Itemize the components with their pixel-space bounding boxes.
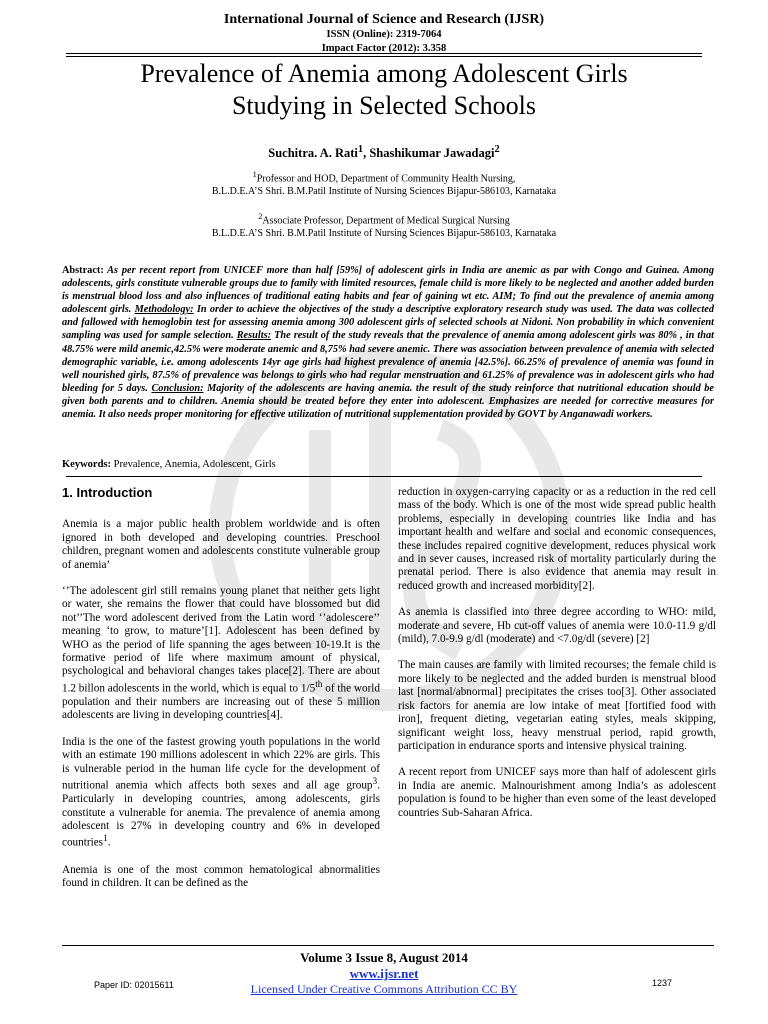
- left-column: [62, 486, 380, 903]
- journal-site-link[interactable]: www.ijsr.net: [349, 966, 419, 981]
- issn: ISSN (Online): 2319-7064: [326, 29, 442, 40]
- author-2: Shashikumar Jawadagi: [369, 146, 495, 161]
- text: . Particularly in developing countries, among adolescents, girls constitute a vulnerable for anemia. The prevalence of anemia among adolescent is 27% in developing country and 6% in developed countries: [62, 779, 380, 850]
- author-1-sup: 1: [357, 144, 364, 155]
- volume-issue: Volume 3 Issue 8, August 2014: [300, 950, 468, 965]
- superscript: 3: [372, 777, 378, 788]
- abstract: [62, 264, 714, 421]
- paragraph: A recent report from UNICEF says more than half of adolescent girls in India are anemic. Malnourishment among India’s as adolescent population is found to be higher than even some of the least developed countries Sub-Saharan Africa.: [398, 766, 716, 819]
- abstract-label: Abstract:: [62, 265, 104, 276]
- paragraph: Anemia is one of the most common hematological abnormalities found in children. It can be defined as the: [62, 863, 380, 889]
- text: of the world population and their numbers are increasing out of these 5 million adolescents are living in developing countries[4].: [62, 682, 381, 722]
- paragraph: Anemia is a major public health problem worldwide and is often ignored in both developed and developing countries. Preschool children, pregnant women and adolescents constitute vulnerable group of anemia’: [62, 518, 380, 571]
- license-link[interactable]: Licensed Under Creative Commons Attribution CC BY: [250, 982, 518, 996]
- paragraph: As anemia is classified into three degree according to WHO: mild, moderate and severe, Hb cut-off values of anemia were 10.0-11.9 g/dl (mild), 7.0-9.9 g/dl (moderate) and <7.0g/dl (severe) [2]: [398, 606, 716, 646]
- author-sep: ,: [363, 146, 370, 161]
- keywords-label: Keywords:: [62, 459, 111, 470]
- paragraph: reduction in oxygen-carrying capacity or as a reduction in the red cell mass of the body. Which is one of the most wide spread public health problems, especially in developing countries like India and has important health and welfare and social and economic consequences, these includes repaired cognitive development, reduces physical work and in sever causes, increased risk of mortality particularly during the prenatal period. There is also evidence that anemia may result in reduced growth and increased morbidity[2].: [398, 486, 716, 592]
- page-number: 1237: [652, 978, 673, 988]
- impact-factor: Impact Factor (2012): 3.358: [321, 43, 447, 54]
- title-line-2: Studying in Selected Schools: [231, 91, 537, 120]
- affiliation-2: [60, 210, 708, 240]
- paragraph: The main causes are family with limited recourses; the female child is more likely to be neglected and the added burden is menstrual blood last [normal/abnormal] precipitates the crises too[3]. Other associated risk factors for anemia are low intake of meat [fortified food with iron], frequent dieting, vegetarian eating styles, meals skipping, significant weight loss, heavy menstrual period, rapid growth, participation in endurance sports and intensive physical training.: [398, 659, 716, 752]
- aff-1-line-2: B.L.D.E.A’S Shri. B.M.Patil Institute of Nursing Sciences Bijapur-586103, Karnataka: [211, 186, 557, 198]
- paragraph: [62, 585, 380, 723]
- superscript: th: [315, 679, 323, 690]
- header-rule-2: [66, 56, 702, 57]
- text: India is the one of the fastest growing youth populations in the world with an estimate 190 millions adolescent in which 22% are girls. This is vulnerable period in the human life cycle for the development of nutritional anemia which affects both sexes and all age group: [62, 735, 380, 792]
- abstract-part-2: In order to achieve the objectives of the study a descriptive exploratory research study was used. The data was collected and fallowed with hemoglobin test for assessing anemia among 300 adolescent girls of selected schools at Nidoni. Non probability in which convenient sampling was used for sample selection.: [62, 304, 714, 342]
- text: .: [107, 837, 111, 850]
- abstract-part-1: As per recent report from UNICEF more than half [59%] of adolescent girls in India are anemic as par with Congo and Guinea. Among adolescents, girls constitute vulnerable groups due to family with limited resources, female child is more likely to be neglected and another added burden is menstrual blood loss and also influences of traditional eating habits and fear of gaining wt etc. AIM; To find out the prevalence of anemia among adolescent girls.: [62, 265, 714, 316]
- author-2-sup: 2: [494, 144, 500, 155]
- abstract-part-4: Majority of the adolescents are having anemia. the result of the study reinforce that nutritional education should be given both parents and to children. Anemia should be treated before they enter into adolescent. Emphasizes are needed for corrective measures for anemia. It also needs proper monitoring for effective utilization of nutritional supplementation provided by GOVT by Anganawadi workers.: [62, 382, 715, 421]
- keywords-text: Prevalence, Anemia, Adolescent, Girls: [111, 459, 276, 470]
- paragraph: [62, 736, 380, 851]
- affiliation-1: [60, 168, 708, 198]
- journal-header: [0, 0, 768, 56]
- aff-1-line-1: Professor and HOD, Department of Community Health Nursing,: [256, 173, 516, 185]
- aff-2-line-2: B.L.D.E.A’S Shri. B.M.Patil Institute of Nursing Sciences Bijapur-586103, Karnataka: [211, 228, 557, 240]
- paper-id: Paper ID: 02015611: [94, 980, 174, 990]
- section-heading: 1. Introduction: [62, 485, 153, 500]
- author-list: [60, 144, 708, 161]
- keywords: [62, 459, 714, 470]
- conclusion-label: Conclusion:: [151, 382, 204, 394]
- text: ‘’The adolescent girl still remains young planet that neither gets light or water, she remains the flower that could have blossomed but did not’’The word adolescent derived from the Latin word ‘’adolescere’’ meaning ‘to grow, to mature’[1]. Adolescent has been defined by WHO as the period of life spanning the ages between 10-19.It is the formative period of life where maximum amount of physical, psychological and behavioral changes takes place[2]. There are about 1.2 billon adolescents in the world, which is equal to 1/5: [62, 585, 380, 695]
- paper-title: [60, 58, 708, 122]
- author-1: Suchitra. A. Rati: [268, 146, 358, 161]
- results-label: Results:: [236, 330, 272, 342]
- footer-rule: [62, 945, 714, 946]
- aff-2-line-1: Associate Professor, Department of Medical Surgical Nursing: [262, 215, 510, 227]
- superscript: 1: [103, 834, 108, 845]
- abstract-part-3: The result of the study reveals that the prevalence of anemia among adolescent girls was 80% , in that 48.75% were mild anemic,42.5% were moderate anemic and 8,75% had severe anemic. There was association between prevalence of anemia with selected demographic variable, i.e. among adolescents 14yr age girls had highest prevalence of anemia [42.5%]. 66.25% of prevalence of anemia was found in well nourished girls, 87.5% of prevalence was belongs to girls who had regular menstruation and 61.25% of prevalence was in adolescent girls who had bleeding for 5 days.: [62, 330, 714, 394]
- keywords-rule: [66, 476, 702, 477]
- aff-1-sup: 1: [252, 170, 257, 179]
- aff-2-sup: 2: [258, 212, 263, 221]
- header-rule: [66, 53, 702, 54]
- right-column: [398, 486, 716, 833]
- methodology-label: Methodology:: [134, 304, 194, 316]
- title-line-1: Prevalence of Anemia among Adolescent Girls: [140, 59, 628, 88]
- journal-name: International Journal of Science and Research (IJSR): [223, 12, 545, 27]
